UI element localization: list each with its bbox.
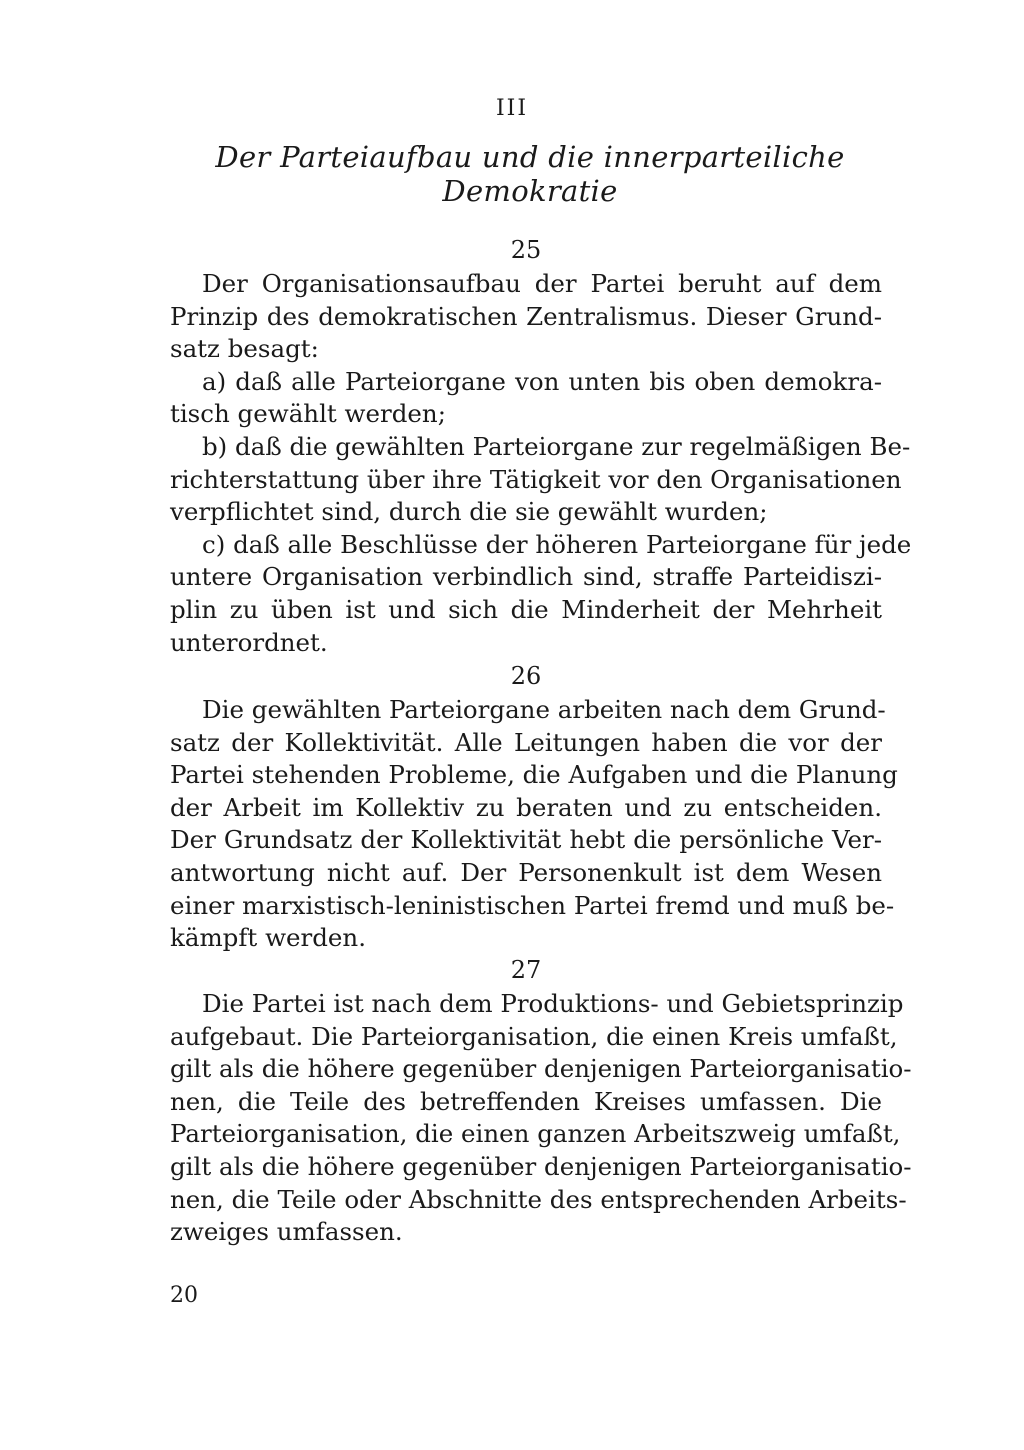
text-line: c) daß alle Beschlüsse der höheren Parteiorgane für jede <box>202 529 912 559</box>
text-line: satz der Kollektivität. Alle Leitungen haben die vor der <box>170 727 882 757</box>
text-line: gilt als die höhere gegenüber denjenigen Parteiorganisatio- <box>170 1151 912 1181</box>
text-line: Partei stehenden Probleme, die Aufgaben und die Planung <box>170 760 898 790</box>
text-line: unterordnet. <box>170 627 328 657</box>
text-line: gilt als die höhere gegenüber denjenigen Parteiorganisatio- <box>170 1054 912 1084</box>
text-line: Parteiorganisation, die einen ganzen Arbeitszweig umfaßt, <box>170 1119 901 1149</box>
text-line: antwortung nicht auf. Der Personenkult ist dem Wesen <box>170 857 882 887</box>
text-line: richterstattung über ihre Tätigkeit vor den Organisationen <box>170 464 902 494</box>
text-line: untere Organisation verbindlich sind, straffe Parteidiszi- <box>170 562 882 592</box>
section-block-27 <box>170 954 912 1249</box>
text-line: Der Grundsatz der Kollektivität hebt die persönliche Ver- <box>170 825 882 855</box>
section-body <box>170 988 912 1249</box>
text-line: b) daß die gewählten Parteiorgane zur regelmäßigen Be- <box>202 431 911 461</box>
text-line: plin zu üben ist und sich die Minderheit der Mehrheit <box>170 594 882 624</box>
section-number: 27 <box>510 956 542 984</box>
text-line: nen, die Teile des betreffenden Kreises umfassen. Die <box>170 1086 882 1116</box>
text-line: Die gewählten Parteiorgane arbeiten nach dem Grund- <box>202 695 886 724</box>
page-number: 20 <box>170 1283 198 1308</box>
text-line: Die Partei ist nach dem Produktions- und Gebietsprinzip <box>202 989 904 1018</box>
section-block-25 <box>170 234 912 659</box>
text-line: einer marxistisch-leninistischen Partei fremd und muß be- <box>170 890 895 920</box>
text-line: aufgebaut. Die Parteiorganisation, die einen Kreis umfaßt, <box>170 1021 898 1051</box>
section-number: 26 <box>510 662 542 690</box>
chapter-number: III <box>495 96 529 121</box>
text-line: tisch gewählt werden; <box>170 399 446 429</box>
text-line: kämpft werden. <box>170 923 366 953</box>
section-number: 25 <box>510 236 542 264</box>
section-body <box>170 694 898 955</box>
chapter-title: Der Parteiaufbau und die innerparteiliche Demokratie <box>215 140 845 208</box>
section-block-26 <box>170 660 898 955</box>
text-line: a) daß alle Parteiorgane von unten bis oben demokra- <box>202 366 882 396</box>
text-line: nen, die Teile oder Abschnitte des entsprechenden Arbeits- <box>170 1184 907 1214</box>
text-line: satz besagt: <box>170 334 319 364</box>
text-line: Prinzip des demokratischen Zentralismus. Dieser Grund- <box>170 301 882 331</box>
text-line: verpflichtet sind, durch die sie gewählt wurden; <box>170 497 768 527</box>
section-body <box>170 268 912 659</box>
text-line: der Arbeit im Kollektiv zu beraten und zu entscheiden. <box>170 792 882 822</box>
text-line: zweiges umfassen. <box>170 1217 403 1247</box>
text-line: Der Organisationsaufbau der Partei beruht auf dem <box>202 269 882 298</box>
